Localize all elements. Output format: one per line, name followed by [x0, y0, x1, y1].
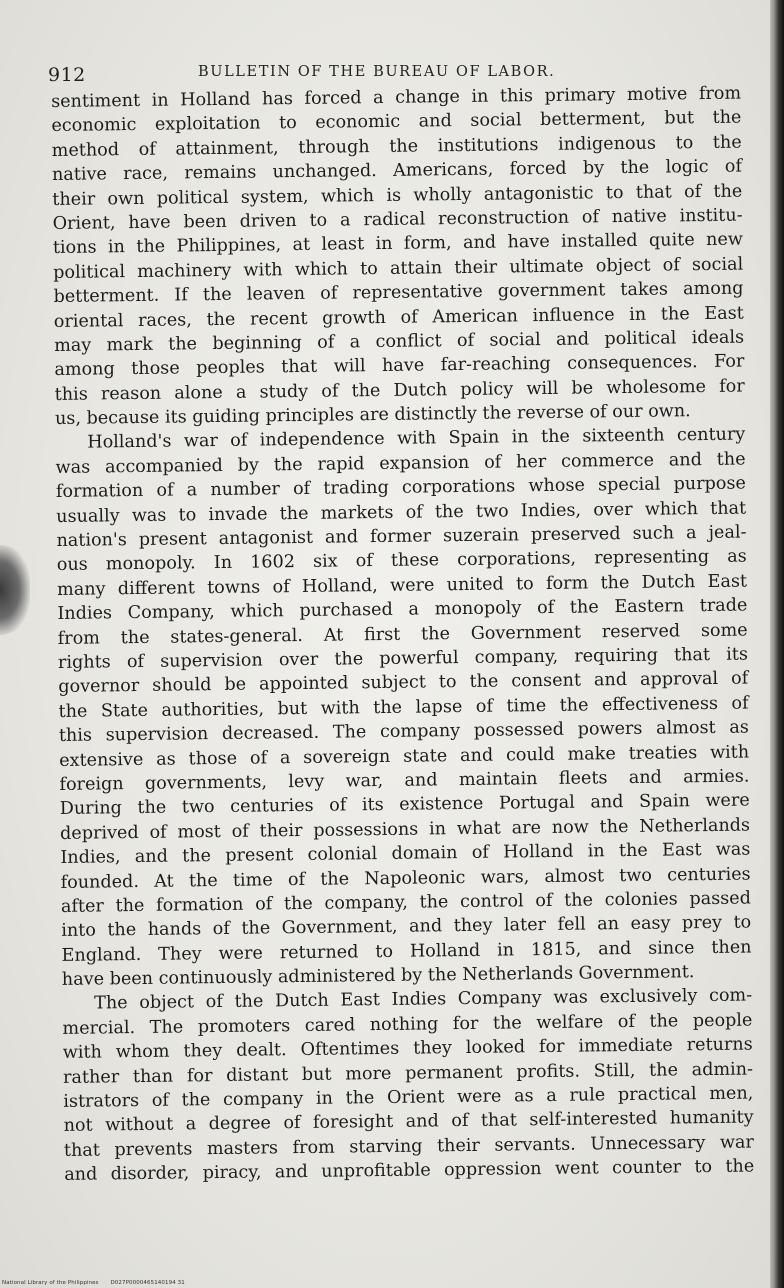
text-line: governor should be appointed subject to the consent and approval of: [58, 668, 749, 698]
text-line: this supervision decreased. The company possessed powers almost as: [58, 717, 749, 747]
text-line: betterment. If the leaven of representative government takes among: [53, 278, 744, 308]
page-number: 912: [48, 64, 86, 86]
text-line: that prevents masters from starving their servants. Unnecessary war: [63, 1132, 755, 1161]
text-line: The object of the Dutch East Indies Company was exclusively com-: [94, 985, 753, 1014]
text-line: formation of a number of trading corporations whose special purpose: [55, 473, 746, 503]
text-line: after the formation of the company, the control of the colonies passed: [60, 888, 752, 917]
text-line: Orient, have been driven to a radical reconstruction of native institu-: [52, 205, 743, 234]
text-line: Indies, and the present colonial domain of Holland in the East was: [60, 839, 751, 869]
text-line: native race, remains unchanged. Americans, forced by the logic of: [51, 156, 743, 186]
text-line: Holland's war of independence with Spain in the sixteenth century: [87, 425, 746, 454]
text-line: and disorder, piracy, and unprofitable oppression went counter to the: [64, 1156, 755, 1186]
footer-code: D027P0000465140194 31: [110, 1280, 185, 1286]
page-edge-shadow: [0, 545, 30, 635]
text-line: rather than for distant but more permanent profits. Still, the admin-: [62, 1059, 754, 1088]
body-text: [51, 82, 754, 1188]
text-line: mercial. The promoters cared nothing for the welfare of the people: [62, 1010, 753, 1039]
text-line: foreign governments, levy war, and maintain fleets and armies.: [59, 766, 750, 795]
running-head: BULLETIN OF THE BUREAU OF LABOR.: [198, 64, 556, 80]
text-line: tions in the Philippines, at least in form, and have installed quite new: [52, 229, 744, 259]
text-line: the State authorities, but with the lapse of time the effectiveness of: [58, 693, 749, 722]
text-line: ous monopoly. In 1602 six of these corporations, representing as: [56, 546, 747, 576]
text-line: may mark the beginning of a conflict of social and political ideals: [54, 327, 745, 356]
text-line: have been continuously administered by the Netherlands Government.: [61, 962, 695, 990]
text-line: founded. At the time of the Napoleonic wars, almost two centuries: [60, 864, 751, 893]
text-line: During the two centuries of its existence Portugal and Spain were: [59, 790, 750, 820]
text-line: into the hands of the Government, and they later fell an easy prey to: [61, 912, 752, 942]
text-line: was accompanied by the rapid expansion of her commerce and the: [55, 449, 746, 478]
text-line: usually was to invade the markets of the two Indies, over which that: [56, 498, 747, 527]
text-line: from the states-general. At first the Government reserved some: [57, 620, 748, 649]
text-line: political machinery with which to attain their ultimate object of social: [53, 254, 744, 283]
text-line: nation's present antagonist and former suzerain preserved such a jeal-: [56, 522, 747, 551]
text-line: deprived of most of their possessions in what are now the Netherlands: [59, 815, 751, 844]
text-line: istrators of the company in the Orient were as a rule practical men,: [63, 1083, 754, 1112]
text-line: England. They were returned to Holland in 1815, and since then: [61, 937, 752, 966]
text-line: their own political system, which is wholly antagonistic to that of the: [52, 181, 743, 210]
text-line: us, because its guiding principles are distinctly the reverse of our own.: [54, 401, 691, 430]
text-line: economic exploitation to economic and social betterment, but the: [51, 107, 742, 137]
text-line: extensive as those of a sovereign state and could make treaties with: [59, 742, 750, 771]
text-line: method of attainment, through the institutions indigenous to the: [51, 132, 742, 161]
text-line: among those peoples that will have far-reaching consequences. For: [54, 351, 745, 381]
text-line: not without a degree of foresight and of that self-interested humanity: [63, 1107, 754, 1137]
footer-library: National Library of the Philippines: [2, 1280, 99, 1286]
text-line: this reason alone a study of the Dutch policy will be wholesome for: [54, 376, 745, 405]
text-line: with whom they dealt. Oftentimes they looked for immediate returns: [62, 1034, 753, 1064]
text-line: sentiment in Holland has forced a change in this primary motive from: [51, 83, 742, 112]
text-line: many different towns of Holland, were united to form the Dutch East: [56, 571, 748, 600]
text-line: Indies Company, which purchased a monopoly of the Eastern trade: [57, 595, 748, 625]
scan-footer: [2, 1280, 195, 1286]
book-spine-edge: [770, 0, 784, 1288]
text-line: oriental races, the recent growth of American influence in the East: [53, 303, 744, 332]
text-line: rights of supervision over the powerful company, requiring that its: [57, 644, 749, 673]
